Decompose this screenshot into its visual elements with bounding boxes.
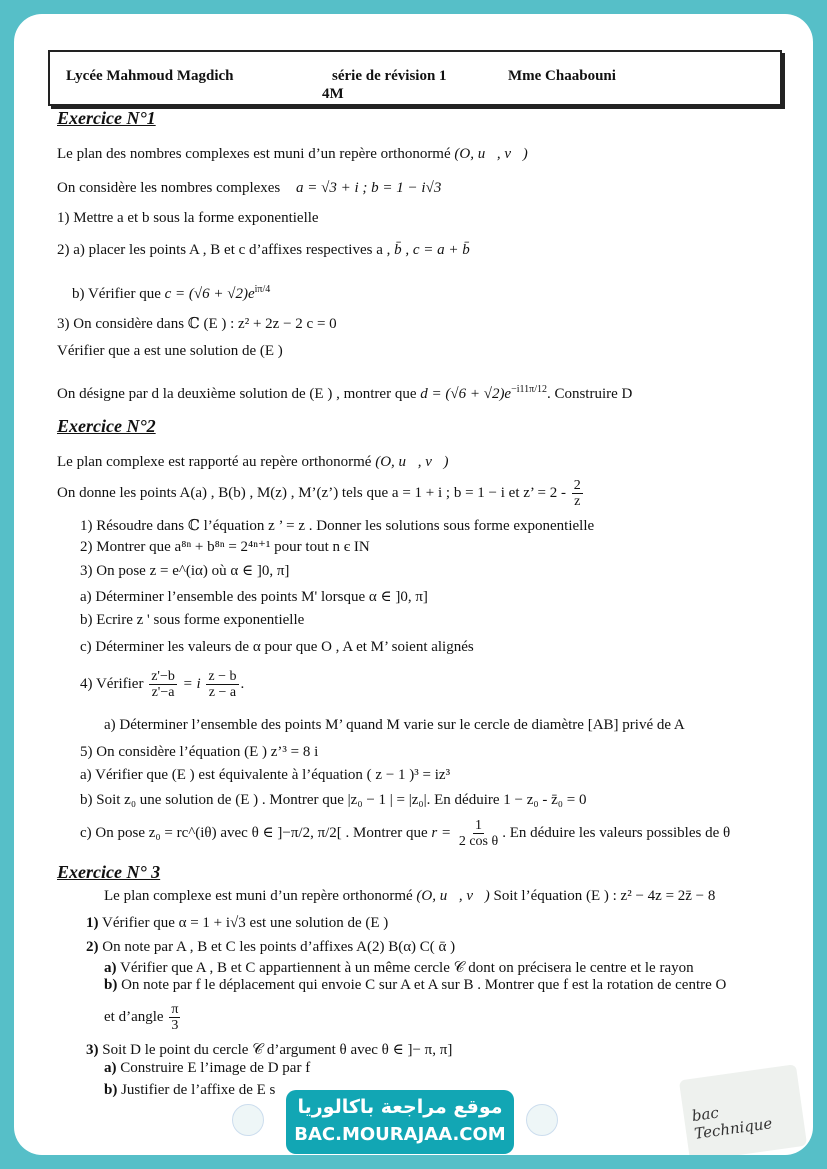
ex1-d-exponent: −i11π/12 bbox=[511, 384, 547, 395]
ex2-item-5a: a) Vérifier que (E ) est équivalente à l’équation ( z − 1 )³ = iz³ bbox=[80, 767, 451, 783]
ex3-angle-text: et d’angle bbox=[104, 1008, 164, 1025]
ex2-item-3: 3) On pose z = e^(iα) où α ∈ ]0, π] bbox=[80, 563, 290, 579]
site-logo-left-icon bbox=[232, 1104, 264, 1136]
ex2-item-5b: b) Soit z₀ une solution de (E ) . Montrer que |z₀ − 1 | = |z₀|. En déduire 1 − z₀ - z̄₀ = 0 bbox=[80, 792, 587, 808]
ex3-question-3b bbox=[104, 1082, 275, 1099]
ex2-item-4-frac-2 bbox=[206, 669, 238, 700]
ex3-q3-text: Soit D le point du cercle 𝒞 d’argument θ avec θ ∈ ]− π, π] bbox=[102, 1042, 453, 1058]
school-name: Lycée Mahmoud Magdich bbox=[66, 68, 234, 84]
ex2-item-4-frac-1 bbox=[149, 669, 177, 700]
ex2-item-5c-text: c) On pose z₀ = rc^(iθ) avec θ ∈ ]−π/2, π/2[ . Montrer que bbox=[80, 824, 428, 841]
ex2-item-5c-frac bbox=[457, 818, 500, 849]
site-banner[interactable] bbox=[286, 1090, 514, 1154]
ex2-frac-num: 2 bbox=[573, 478, 581, 493]
ex2-line-2-text: On donne les points A(a) , B(b) , M(z) , M’(z’) tels que a = 1 + i ; b = 1 − i et z’ = 2 - bbox=[57, 484, 566, 501]
ex1-construct-d: . Construire D bbox=[546, 386, 633, 402]
ex1-c-exponent: iπ/4 bbox=[254, 284, 271, 295]
ex1-c-definition: b̄ , c = a + b̄ bbox=[394, 242, 470, 258]
ex3-question-2a bbox=[104, 959, 694, 977]
banner-arabic-title: موقع مراجعة باكالوريا bbox=[297, 1096, 503, 1118]
ex2-item-4-den-2: z − a bbox=[208, 685, 237, 700]
ex1-question-2a-text: 2) a) placer les points A , B et c d’affixes respectives a , bbox=[57, 242, 391, 258]
ex3-q3a-text: Construire E l’image de D par f bbox=[120, 1060, 311, 1076]
ex2-item-5c-num: 1 bbox=[475, 818, 483, 833]
bac-technique-stamp bbox=[679, 1064, 807, 1155]
ex2-item-5c bbox=[80, 818, 730, 849]
ex2-item-5c-r: r = bbox=[431, 824, 452, 841]
ex1-c-expression: c = (√6 + √2)e bbox=[164, 286, 255, 302]
page bbox=[14, 14, 813, 1155]
header-box bbox=[48, 50, 782, 106]
ex2-item-2: 2) Montrer que a⁸ⁿ + b⁸ⁿ = 2⁴ⁿ⁺¹ pour tout n є IN bbox=[80, 539, 370, 555]
ex1-line-1 bbox=[57, 146, 528, 163]
ex3-angle-frac bbox=[169, 1002, 180, 1033]
ex1-question-3-d bbox=[57, 384, 632, 403]
ex3-angle-den: 3 bbox=[171, 1018, 179, 1033]
ex3-question-1 bbox=[86, 915, 388, 932]
site-logo-right-icon bbox=[526, 1104, 558, 1136]
ex3-question-2b-angle bbox=[104, 1002, 182, 1033]
ex3-question-2 bbox=[86, 939, 455, 956]
ex2-item-3b: b) Ecrire z ' sous forme exponentielle bbox=[80, 612, 305, 628]
ex1-question-2b bbox=[72, 284, 270, 303]
ex1-question-3-d-text: On désigne par d la deuxième solution de (E ) , montrer que bbox=[57, 386, 417, 402]
ex2-frac-den: z bbox=[574, 494, 581, 509]
class-level: 4M bbox=[322, 86, 344, 102]
ex1-line-2-text: On considère les nombres complexes bbox=[57, 180, 281, 196]
exercise-3-title: Exercice N° 3 bbox=[57, 862, 161, 882]
series-title: série de révision 1 bbox=[332, 68, 447, 84]
ex3-q2-number: 2) bbox=[86, 939, 99, 955]
ex1-frame: (O, u⃗, v⃗) bbox=[454, 146, 528, 162]
ex2-item-4-equals-i: = i bbox=[182, 675, 201, 692]
ex2-item-5c-den: 2 cos θ bbox=[458, 834, 499, 849]
ex3-question-2b bbox=[104, 977, 726, 994]
ex3-q3-number: 3) bbox=[86, 1042, 99, 1058]
ex3-line-1 bbox=[104, 888, 715, 905]
exercise-1-title: Exercice N°1 bbox=[57, 108, 156, 128]
ex1-a-b-definition: a = √3 + i ; b = 1 − i√3 bbox=[296, 180, 442, 196]
ex3-equation: Soit l’équation (E ) : z² − 4z = 2z̄ − 8 bbox=[493, 888, 716, 904]
ex1-question-2b-text: b) Vérifier que bbox=[72, 286, 161, 302]
ex1-line-1-text: Le plan des nombres complexes est muni d’un repère orthonormé bbox=[57, 146, 451, 162]
ex2-fraction-2-over-z bbox=[572, 478, 583, 509]
ex3-q2b-letter: b) bbox=[104, 977, 118, 993]
ex2-item-4a: a) Déterminer l’ensemble des points M’ quand M varie sur le cercle de diamètre [AB] privé de A bbox=[104, 717, 685, 733]
ex1-question-1: 1) Mettre a et b sous la forme exponentielle bbox=[57, 210, 319, 226]
ex3-q2b-text: On note par f le déplacement qui envoie C sur A et A sur B . Montrer que f est la rotation de centre O bbox=[121, 977, 727, 993]
stamp-text: bac Technique bbox=[690, 1103, 774, 1143]
ex2-item-5c-end: . En déduire les valeurs possibles de θ bbox=[502, 824, 731, 841]
ex1-line-2 bbox=[57, 180, 441, 197]
ex2-item-3a: a) Déterminer l’ensemble des points M' lorsque α ∈ ]0, π] bbox=[80, 589, 428, 605]
ex3-q2-text: On note par A , B et C les points d’affixes A(2) B(α) C( ᾱ ) bbox=[102, 939, 456, 955]
ex2-item-4-num-2: z − b bbox=[208, 669, 237, 684]
teacher-name: Mme Chaabouni bbox=[508, 68, 616, 84]
ex3-q2a-text: Vérifier que A , B et C appartiennent à un même cercle 𝒞 dont on précisera le centre et le rayon bbox=[119, 960, 694, 976]
ex3-question-3 bbox=[86, 1040, 452, 1059]
ex1-d-expression: d = (√6 + √2)e bbox=[420, 386, 512, 402]
ex3-q1-text: Vérifier que α = 1 + i√3 est une solution de (E ) bbox=[101, 915, 389, 931]
ex3-q2a-letter: a) bbox=[104, 960, 117, 976]
ex3-frame: (O, u⃗, v⃗) bbox=[416, 888, 490, 904]
ex2-item-4-den-1: z'−a bbox=[151, 685, 175, 700]
ex2-item-4-text: 4) Vérifier bbox=[80, 675, 144, 692]
banner-url[interactable]: BAC.MOURAJAA.COM bbox=[294, 1124, 506, 1145]
ex2-item-4: 4) Vérifier $\frac{z'-b}{z'-a}$ = i $\frac{z - b}{z - a}$ . bbox=[80, 669, 245, 700]
ex1-question-3: 3) On considère dans ℂ (E ) : z² + 2z − 2 c = 0 bbox=[57, 316, 337, 332]
ex2-line-2 bbox=[57, 478, 585, 509]
ex2-item-1: 1) Résoudre dans ℂ l’équation z ’ = z . Donner les solutions sous forme exponentielle bbox=[80, 518, 595, 534]
ex2-frame: (O, u⃗, v⃗) bbox=[375, 454, 449, 470]
ex2-line-1-text: Le plan complexe est rapporté au repère orthonormé bbox=[57, 454, 372, 470]
ex2-item-5: 5) On considère l’équation (E ) z’³ = 8 i bbox=[80, 744, 319, 760]
ex3-line-1-text: Le plan complexe est muni d’un repère orthonormé bbox=[104, 888, 413, 904]
ex3-q3b-text: Justifier de l’affixe de E s bbox=[121, 1082, 276, 1098]
ex2-item-3c: c) Déterminer les valeurs de α pour que O , A et M’ soient alignés bbox=[80, 639, 474, 655]
ex3-q3b-letter: b) bbox=[104, 1082, 118, 1098]
ex3-question-3a bbox=[104, 1060, 310, 1077]
ex3-angle-num: π bbox=[171, 1002, 179, 1017]
exercise-2-title: Exercice N°2 bbox=[57, 416, 156, 436]
ex2-line-1 bbox=[57, 454, 449, 471]
ex1-question-2a bbox=[57, 242, 470, 259]
ex3-q3a-letter: a) bbox=[104, 1060, 117, 1076]
ex3-q1-number: 1) bbox=[86, 915, 99, 931]
ex2-item-4-num-1: z'−b bbox=[151, 669, 175, 684]
ex1-question-3-verify: Vérifier que a est une solution de (E ) bbox=[57, 343, 283, 359]
